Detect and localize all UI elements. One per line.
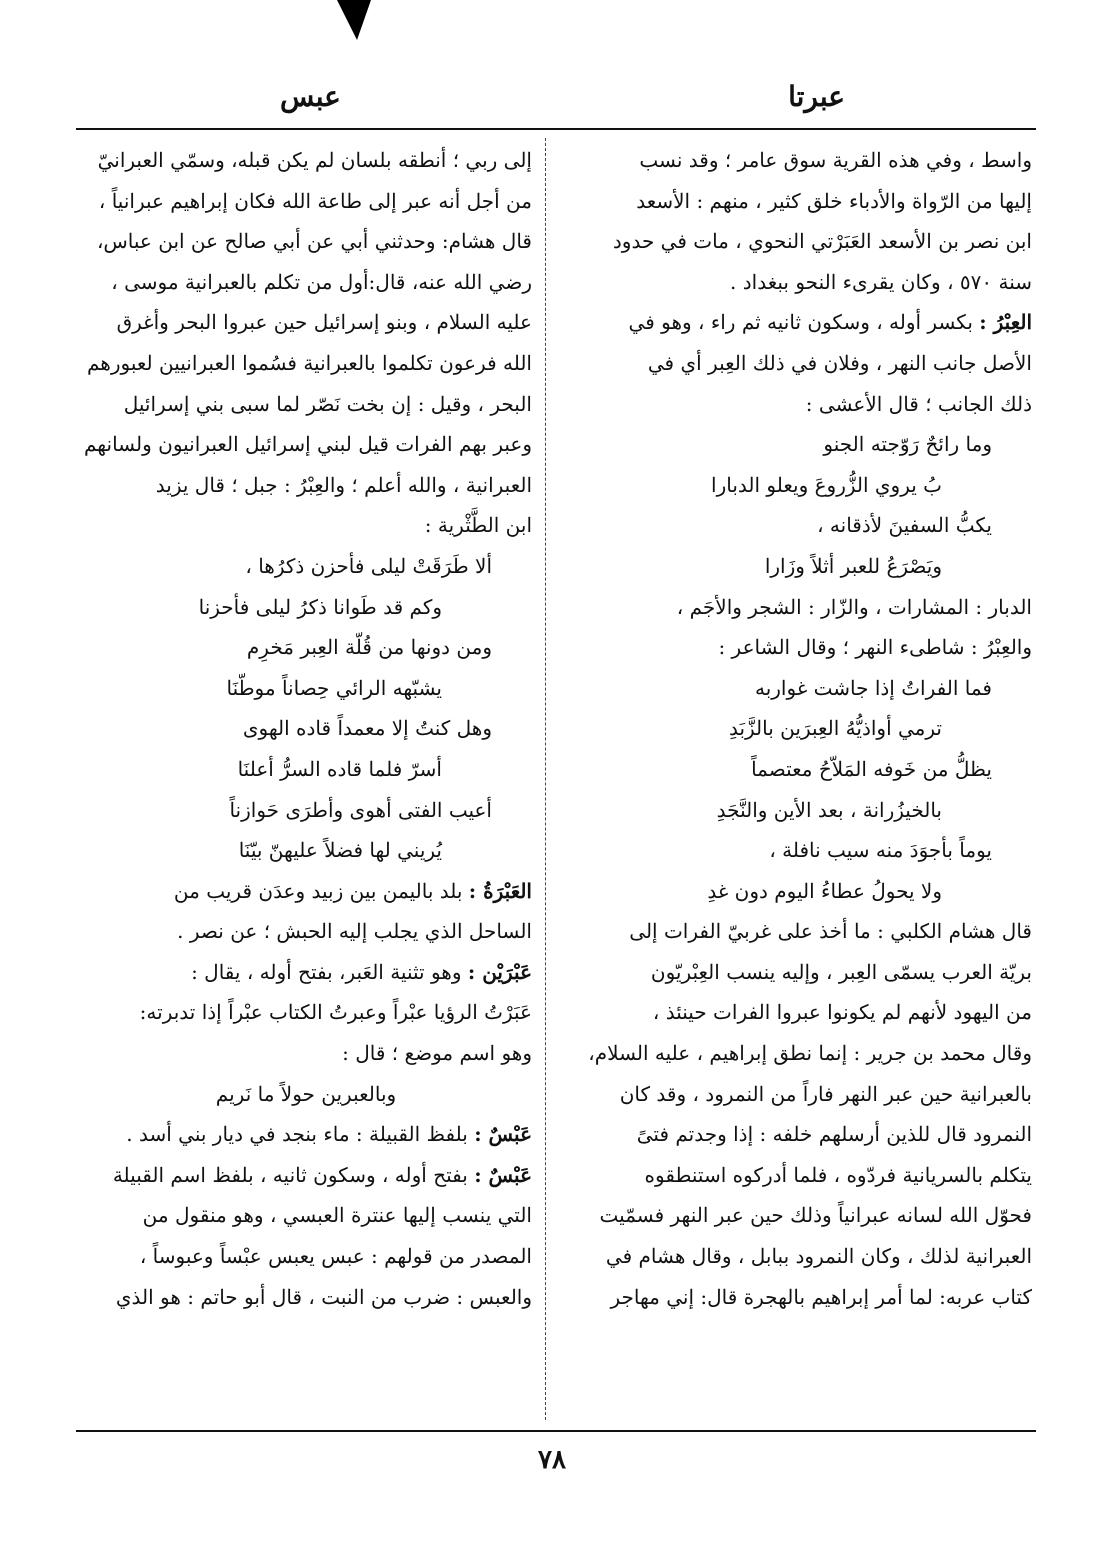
line-text: أسرّ فلما قاده السرُّ أعلنَا <box>237 756 442 781</box>
text-line <box>80 262 532 303</box>
text-line <box>80 1033 532 1074</box>
line-text: بريّة العرب يسمّى العِبر ، وإليه ينسب العِبْريّون <box>650 959 1032 984</box>
line-text: بفتح أوله ، وسكون ثانيه ، بلفظ اسم القبيلة <box>112 1162 475 1187</box>
poem-line <box>80 708 532 749</box>
headword: عَبْسٌ : <box>474 1122 532 1147</box>
line-text: وهو تثنية العَبر، بفتح أوله ، يقال : <box>191 959 468 984</box>
poem-line <box>574 749 1032 790</box>
text-line <box>574 1033 1032 1074</box>
line-text: وهو اسم موضع ؛ قال : <box>342 1041 532 1066</box>
line-text: الأصل جانب النهر ، وفلان في ذلك العِبر أي في <box>647 350 1032 375</box>
line-text: يُريني لها فضلاً عليهنّ بيّنَا <box>238 838 442 863</box>
line-text: بالعبرانية حين عبر النهر فاراً من النمرود ، وقد كان <box>619 1081 1032 1106</box>
text-line <box>574 181 1032 222</box>
poem-line <box>574 708 1032 749</box>
page-number: ٧٨ <box>538 1445 566 1475</box>
page-header <box>80 72 1035 122</box>
line-text: البحر ، وقيل : إن بخت نَصّر لما سبى بني إسرائيل <box>123 391 532 416</box>
poem-line <box>574 871 1032 912</box>
line-text: ابن نصر بن الأسعد العَبَرْتي النحوي ، مات في حدود <box>612 229 1032 254</box>
line-text: عليه السلام ، وبنو إسرائيل حين عبروا البحر وأغرق <box>116 310 532 335</box>
line-text: من اليهود لأنهم لم يكونوا عبروا الفرات حينئذ ، <box>652 1000 1032 1025</box>
line-text: العبرانية ، والله أعلم ؛ والعِبْرُ : جبل ؛ قال يزيد <box>155 472 532 497</box>
poem-line <box>80 790 532 831</box>
line-text: بلفظ القبيلة : ماء بنجد في ديار بني أسد . <box>126 1122 475 1147</box>
line-text: الدبار : المشارات ، والزّار : الشجر والأجَم ، <box>676 594 1032 619</box>
line-text: رضي الله عنه، قال:أول من تكلم بالعبرانية موسى ، <box>111 269 532 294</box>
top-edge-mark <box>335 0 373 40</box>
line-text: بُ يروي الزُّروعَ ويعلو الدبارا <box>711 472 942 497</box>
text-line <box>574 627 1032 668</box>
text-line <box>80 424 532 465</box>
poem-line <box>80 627 532 668</box>
line-text: ويَصْرَعُ للعبر أثلاً وزَارا <box>764 553 942 578</box>
line-text: والعِبْرُ : شاطىء النهر ؛ وقال الشاعر : <box>718 635 1032 660</box>
text-line <box>574 911 1032 952</box>
headword: عَبْرَيْن : <box>467 959 532 984</box>
text-line <box>80 343 532 384</box>
line-text: يتكلم بالسريانية فردّوه ، فلما أدركوه استنطقوه <box>644 1162 1032 1187</box>
text-line <box>80 1277 532 1318</box>
text-line <box>80 1074 532 1115</box>
entry-line <box>80 1114 532 1155</box>
text-line <box>80 992 532 1033</box>
poem-line <box>80 668 532 709</box>
line-text: ذلك الجانب ؛ قال الأعشى : <box>805 391 1032 416</box>
line-text: التي ينسب إليها عنترة العبسي ، وهو منقول من <box>142 1203 532 1228</box>
text-line <box>574 262 1032 303</box>
line-text: قال هشام: وحدثني أبي عن أبي صالح عن ابن عباس، <box>96 229 532 254</box>
line-text: العبرانية لذلك ، وكان النمرود ببابل ، وقال هشام في <box>605 1244 1032 1269</box>
line-text: عَبَرْتُ الرؤيا عبْراً وعبرتُ الكتاب عبْراً إذا تدبرته: <box>139 1000 532 1025</box>
text-line <box>574 992 1032 1033</box>
line-text: سنة ٥٧٠ ، وكان يقرىء النحو ببغداد . <box>730 269 1032 294</box>
line-text: وهل كنتُ إلا معمداً قاده الهوى <box>242 716 492 741</box>
text-line <box>80 1236 532 1277</box>
header-left-title: عبس <box>280 80 341 113</box>
line-text: ابن الطَّثْرية : <box>424 513 532 538</box>
text-line <box>574 1236 1032 1277</box>
text-line <box>574 1114 1032 1155</box>
right-column <box>574 140 1032 1425</box>
entry-line <box>574 302 1032 343</box>
line-text: فما الفراتُ إذا جاشت غواربه <box>754 675 992 700</box>
line-text: إليها من الرّواة والأدباء خلق كثير ، منهم : الأسعد <box>636 188 1032 213</box>
poem-line <box>574 546 1032 587</box>
text-line <box>80 140 532 181</box>
headword: العِبْرُ : <box>979 310 1032 335</box>
footer-rule <box>76 1430 1036 1432</box>
line-text: وعبر بهم الفرات قيل لبني إسرائيل العبرانيون ولسانهم <box>83 432 532 457</box>
line-text: بالخيزُرانة ، بعد الأين والنَّجَدِ <box>716 797 942 822</box>
poem-line <box>574 668 1032 709</box>
text-line <box>574 1195 1032 1236</box>
entry-line <box>80 871 532 912</box>
text-line <box>574 221 1032 262</box>
text-line <box>574 952 1032 993</box>
text-line <box>574 1277 1032 1318</box>
text-line <box>80 302 532 343</box>
line-text: قال هشام الكلبي : ما أخذ على غربيّ الفرات إلى <box>629 919 1032 944</box>
poem-line <box>80 587 532 628</box>
column-separator <box>545 138 546 1420</box>
text-line <box>574 140 1032 181</box>
line-text: المصدر من قولهم : عبس يعبس عبْساً وعبوساً ، <box>139 1244 532 1269</box>
line-text: وبالعبرين حولاً ما نَريم <box>215 1081 397 1106</box>
poem-line <box>574 424 1032 465</box>
text-line <box>574 1155 1032 1196</box>
left-column <box>80 140 532 1425</box>
text-line <box>80 1195 532 1236</box>
text-line <box>80 181 532 222</box>
line-text: النمرود قال للذين أرسلهم خلفه : إذا وجدتم فتىً <box>636 1122 1032 1147</box>
line-text: بكسر أوله ، وسكون ثانيه ثم راء ، وهو في <box>628 310 980 335</box>
text-line <box>80 911 532 952</box>
poem-line <box>574 830 1032 871</box>
entry-line <box>80 952 532 993</box>
line-text: بلد باليمن بين زبيد وعدَن قريب من <box>173 878 469 903</box>
text-line <box>574 1074 1032 1115</box>
headword: العَبْرَةُ : <box>468 878 532 903</box>
text-line <box>80 465 532 506</box>
line-text: ولا يحولُ عطاءُ اليوم دون غدِ <box>707 878 942 903</box>
text-line <box>574 384 1032 425</box>
line-text: إلى ربي ؛ أنطقه بلسان لم يكن قبله، وسمّي العبرانيّ <box>97 148 532 172</box>
text-line <box>80 505 532 546</box>
line-text: من أجل أنه عبر إلى طاعة الله فكان إبراهيم عبرانياً ، <box>98 188 532 213</box>
line-text: الله فرعون تكلموا بالعبرانية فسُموا العبرانيين لعبورهم <box>87 350 532 375</box>
headword: عَبْسٌ : <box>474 1162 532 1187</box>
text-line <box>80 221 532 262</box>
line-text: أعيب الفتى أهوى وأطرَى حَوازناً <box>229 797 492 822</box>
line-text: واسط ، وفي هذه القرية سوق عامر ؛ وقد نسب <box>639 148 1032 172</box>
line-text: والعبس : ضرب من النبت ، قال أبو حاتم : هو الذي <box>115 1284 532 1309</box>
poem-line <box>80 830 532 871</box>
poem-line <box>574 790 1032 831</box>
poem-line <box>80 749 532 790</box>
poem-line <box>80 546 532 587</box>
line-text: ألا طَرَقَتْ ليلى فأحزن ذكرُها ، <box>245 553 492 578</box>
text-line <box>80 384 532 425</box>
line-text: فحوّل الله لسانه عبرانياً وذلك حين عبر النهر فسمّيت <box>599 1203 1032 1228</box>
entry-line <box>80 1155 532 1196</box>
line-text: يشبّهه الرائي حِصاناً موطّنَا <box>226 675 442 700</box>
header-right-title: عبرتا <box>788 80 845 113</box>
line-text: وما رائحٌ رَوّجته الجنو <box>823 432 992 457</box>
poem-line <box>574 465 1032 506</box>
line-text: ترمي أواذيُّهُ العِبرَين بالزَّبَدِ <box>728 716 942 741</box>
line-text: يظلُّ من خَوفه المَلاّحُ معتصماً <box>751 756 992 781</box>
header-rule <box>76 128 1036 130</box>
line-text: الساحل الذي يجلب إليه الحبش ؛ عن نصر . <box>177 919 532 944</box>
line-text: ومن دونها من قُلّة العِبر مَخرِم <box>246 635 492 660</box>
poem-line <box>574 505 1032 546</box>
line-text: يكبُّ السفينَ لأذقانه ، <box>817 513 992 538</box>
line-text: كتاب عربه: لما أمر إبراهيم بالهجرة قال: إني مهاجر <box>610 1284 1032 1309</box>
line-text: يوماً بأجوَدَ منه سيب نافلة ، <box>769 838 992 863</box>
text-line <box>574 343 1032 384</box>
line-text: وقال محمد بن جرير : إنما نطق إبراهيم ، عليه السلام، <box>588 1041 1032 1066</box>
line-text: وكم قد طَوانا ذكرُ ليلى فأحزنا <box>198 594 442 619</box>
text-line <box>574 587 1032 628</box>
